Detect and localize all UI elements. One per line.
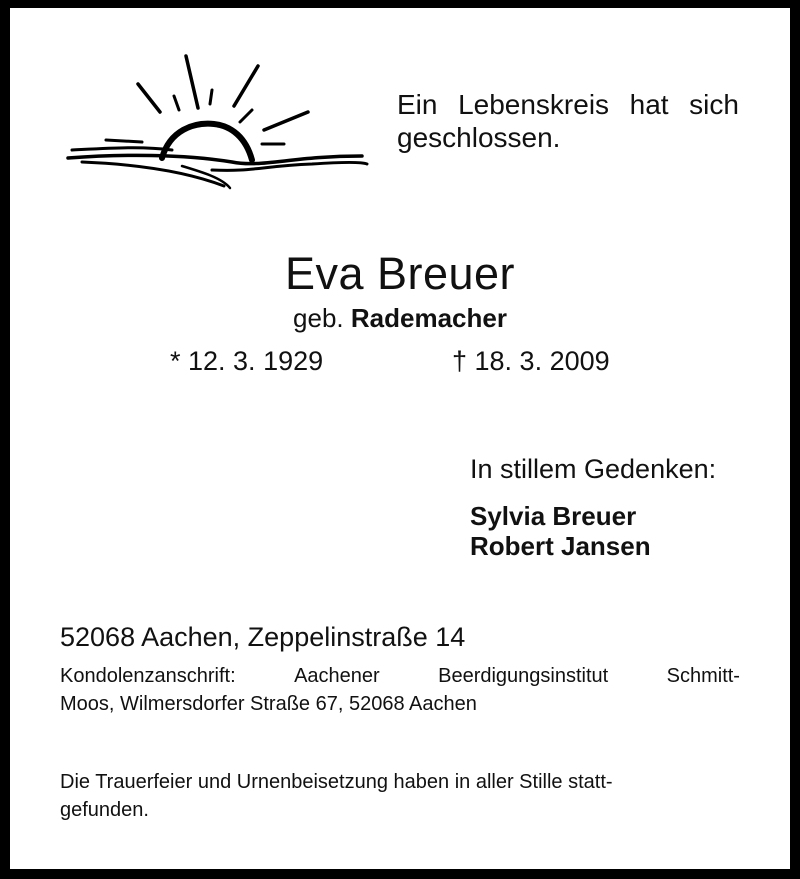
condolence-address <box>60 662 740 718</box>
mourner-name: Sylvia Breuer <box>470 501 637 531</box>
intro-line-2: geschlossen. <box>397 122 561 153</box>
ceremony-note <box>60 768 740 824</box>
condolence-line-1 <box>60 662 740 690</box>
condolence-word: Beerdigungsinstitut <box>438 665 609 687</box>
intro-word: hat <box>629 89 669 120</box>
ceremony-line-2: gefunden. <box>60 799 149 821</box>
condolence-word: Aachener <box>294 665 380 687</box>
birth-date: * 12. 3. 1929 <box>170 346 324 376</box>
ceremony-line-1: Die Trauerfeier und Urnenbeisetzung haben in aller Stille statt- <box>60 771 613 793</box>
mourner-name: Robert Jansen <box>470 531 651 561</box>
memorial-heading: In stillem Gedenken: <box>470 454 717 484</box>
deceased-name: Eva Breuer <box>284 248 516 299</box>
intro-word: Lebenskreis <box>458 89 610 120</box>
maiden-name-line <box>10 303 790 334</box>
intro-word: Ein <box>397 89 438 120</box>
intro-word: sich <box>689 89 739 120</box>
condolence-word: Kondolenzanschrift: <box>60 665 236 687</box>
condolence-line-2: Moos, Wilmersdorfer Straße 67, 52068 Aachen <box>60 693 477 715</box>
death-date: † 18. 3. 2009 <box>452 346 610 376</box>
maiden-name: Rademacher <box>350 303 507 333</box>
sunset-icon <box>62 46 372 196</box>
home-address: 52068 Aachen, Zeppelinstraße 14 <box>60 622 466 652</box>
intro-text <box>397 88 739 154</box>
born-prefix: geb. <box>293 303 344 333</box>
condolence-word: Schmitt- <box>666 665 740 687</box>
intro-line-1 <box>397 88 739 121</box>
